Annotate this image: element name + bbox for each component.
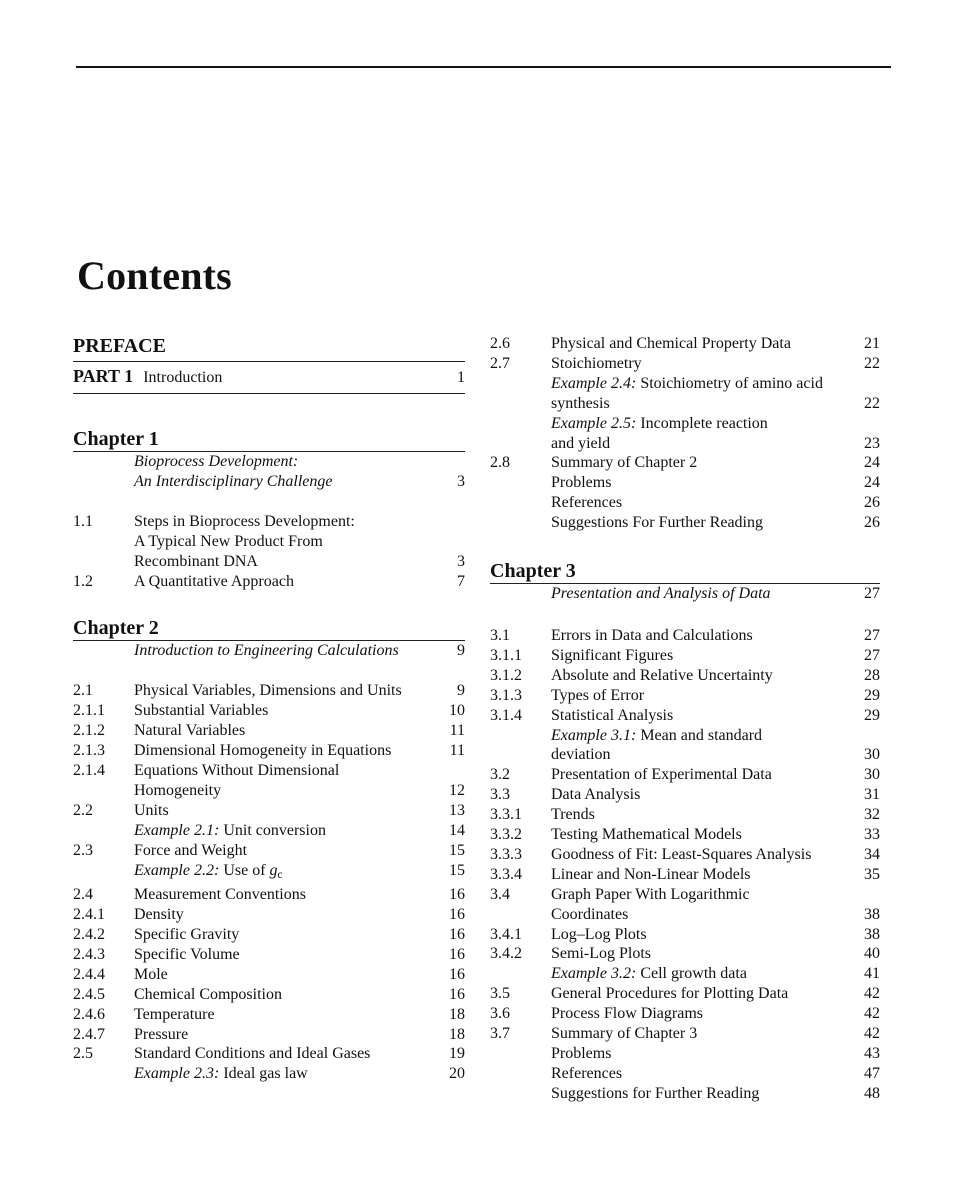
toc-entry [73, 925, 465, 945]
section-title [134, 741, 437, 761]
section-title [551, 1024, 852, 1044]
section-number: 1.1 [73, 512, 93, 530]
page-number: 16 [449, 926, 465, 944]
page-number: 20 [449, 1065, 465, 1083]
section-title [551, 434, 852, 454]
entry-text: References [551, 494, 623, 512]
toc-entry [490, 885, 880, 905]
section-title [551, 1064, 852, 1084]
example-label: Example 3.2: [551, 965, 637, 983]
entry-text: Steps in Bioprocess Development: [134, 512, 355, 530]
entry-text: Trends [551, 806, 595, 824]
page-number: 38 [864, 905, 880, 923]
section-title [134, 532, 437, 552]
entry-text: Linear and Non-Linear Models [551, 865, 751, 883]
part-title: Introduction [143, 369, 223, 386]
subscript: c [277, 868, 283, 881]
section-title [551, 493, 852, 513]
section-title [551, 334, 852, 354]
section-title [134, 681, 437, 701]
section-number: 2.4.6 [73, 1005, 105, 1023]
toc-entry [490, 745, 880, 765]
preface-heading: PREFACE [73, 335, 166, 357]
page-number: 14 [449, 821, 465, 839]
entry-text: Dimensional Homogeneity in Equations [134, 742, 392, 760]
page-number: 19 [449, 1045, 465, 1063]
entry-text: Types of Error [551, 686, 645, 704]
section-title [134, 801, 437, 821]
section-number: 1.2 [73, 572, 93, 590]
entry-text: Specific Volume [134, 945, 240, 963]
section-number: 2.4.4 [73, 965, 105, 983]
entry-text: Force and Weight [134, 841, 248, 859]
section-number: 2.8 [490, 454, 510, 472]
toc-entry [73, 701, 465, 721]
section-title [551, 865, 852, 885]
page-number: 28 [864, 666, 880, 684]
entry-text: Process Flow Diagrams [551, 1005, 703, 1023]
toc-entry [490, 1044, 880, 1064]
page-number: 9 [457, 682, 465, 700]
section-title [134, 701, 437, 721]
toc-entry [490, 984, 880, 1004]
page-number: 18 [449, 1005, 465, 1023]
toc-entry [490, 394, 880, 414]
toc-entry [490, 626, 880, 646]
page-title: Contents [77, 253, 232, 298]
entry-text: Homogeneity [134, 781, 222, 799]
entry-text: References [551, 1064, 623, 1082]
section-number: 2.2 [73, 801, 93, 819]
entry-text: Summary of Chapter 3 [551, 1025, 698, 1043]
section-title [551, 984, 852, 1004]
section-title [134, 721, 437, 741]
section-number: 3.3.3 [490, 845, 522, 863]
page-number: 27 [864, 646, 880, 664]
page-number: 26 [864, 494, 880, 512]
section-title [551, 473, 852, 493]
chapter-2-heading: Chapter 2 [73, 617, 159, 640]
section-title [551, 1004, 852, 1024]
entry-text: Graph Paper With Logarithmic [551, 885, 750, 903]
page-number: 11 [449, 722, 465, 740]
section-title [551, 825, 852, 845]
page-number: 13 [449, 801, 465, 819]
section-number: 3.3 [490, 786, 510, 804]
toc-entry [73, 1064, 465, 1084]
entry-text: Mole [134, 965, 168, 983]
section-title [551, 765, 852, 785]
section-title [134, 945, 437, 965]
section-title [551, 845, 852, 865]
page-number: 27 [864, 626, 880, 644]
entry-text: A Quantitative Approach [134, 572, 294, 590]
page-number: 11 [449, 742, 465, 760]
section-title [551, 666, 852, 686]
toc-entry [490, 905, 880, 925]
section-number: 3.2 [490, 766, 510, 784]
chapter-2-continued-entries [490, 334, 880, 533]
entry-text: Use of [219, 861, 270, 879]
page-number: 16 [449, 906, 465, 924]
toc-entry [73, 1025, 465, 1045]
toc-entry [73, 721, 465, 741]
page-number: 41 [864, 965, 880, 983]
page-number: 40 [864, 945, 880, 963]
toc-entry [73, 512, 465, 532]
entry-text: Measurement Conventions [134, 886, 306, 904]
section-title [134, 512, 437, 532]
page-number: 22 [864, 354, 880, 372]
section-title [134, 1044, 437, 1064]
section-title [551, 626, 852, 646]
page-number: 7 [457, 572, 465, 590]
toc-entry [73, 821, 465, 841]
entry-text: Units [134, 801, 169, 819]
entry-text: Mean and standard [636, 726, 763, 744]
section-number: 3.3.1 [490, 806, 522, 824]
page-number: 35 [864, 865, 880, 883]
page-number: 42 [864, 985, 880, 1003]
entry-text: Suggestions for Further Reading [551, 1084, 760, 1102]
toc-entry [73, 1044, 465, 1064]
chapter-2-subtitle: Introduction to Engineering Calculations 9 [134, 642, 465, 660]
section-title [134, 821, 437, 841]
section-title [134, 841, 437, 861]
entry-text: Density [134, 906, 184, 924]
section-number: 3.1.2 [490, 666, 522, 684]
toc-entry [490, 726, 880, 746]
toc-entry [490, 354, 880, 374]
page-number: 16 [449, 965, 465, 983]
entry-text: Physical Variables, Dimensions and Units [134, 682, 402, 700]
section-number: 3.1 [490, 626, 510, 644]
entry-text: Standard Conditions and Ideal Gases [134, 1045, 371, 1063]
entry-text: Data Analysis [551, 786, 641, 804]
part-label: PART 1 [73, 366, 134, 386]
top-rule [76, 66, 891, 68]
toc-entry [73, 965, 465, 985]
toc-entry [490, 765, 880, 785]
toc-entry [490, 646, 880, 666]
section-title [134, 761, 437, 781]
example-label: Example 2.1: [134, 821, 220, 839]
page-number: 30 [864, 746, 880, 764]
section-title [551, 745, 852, 765]
section-title [551, 944, 852, 964]
entry-text: Significant Figures [551, 646, 674, 664]
entry-text: Suggestions For Further Reading [551, 514, 763, 532]
variable: g [269, 861, 278, 879]
entry-text: Testing Mathematical Models [551, 826, 742, 844]
section-number: 2.4 [73, 886, 93, 904]
entry-text: Log–Log Plots [551, 925, 647, 943]
entry-text: A Typical New Product From [134, 532, 323, 550]
example-label: Example 2.2: [134, 861, 220, 879]
section-title [134, 1005, 437, 1025]
section-number: 3.3.2 [490, 826, 522, 844]
toc-entry [490, 686, 880, 706]
toc-entry [490, 493, 880, 513]
page-number: 33 [864, 826, 880, 844]
section-title [134, 572, 437, 592]
section-number: 3.1.1 [490, 646, 522, 664]
toc-entry [490, 925, 880, 945]
chapter-2-entries [73, 681, 465, 1084]
chapter-3-entries [490, 626, 880, 1104]
section-number: 3.3.4 [490, 865, 522, 883]
section-number: 2.4.7 [73, 1025, 105, 1043]
section-title [551, 726, 852, 746]
section-title [551, 706, 852, 726]
section-title [551, 805, 852, 825]
toc-entry [490, 964, 880, 984]
section-number: 2.1.2 [73, 722, 105, 740]
entry-text: Ideal gas law [219, 1065, 308, 1083]
section-title [551, 374, 852, 394]
chapter-1-subtitle: Bioprocess Development: [134, 453, 299, 470]
part-page: 1 [457, 369, 465, 386]
page-number: 43 [864, 1045, 880, 1062]
chapter-1-subtitle: An Interdisciplinary Challenge 3 [134, 472, 465, 490]
section-number: 2.1.1 [73, 702, 105, 720]
section-title [134, 1064, 437, 1084]
entry-text: Incomplete reaction [636, 414, 768, 432]
toc-entry [73, 861, 465, 886]
entry-text: synthesis [551, 394, 610, 412]
section-title [551, 785, 852, 805]
page-number: 24 [864, 454, 880, 472]
entry-text: Cell growth data [636, 965, 747, 983]
entry-text: Stoichiometry [551, 354, 642, 372]
toc-entry [490, 666, 880, 686]
toc-entry [73, 741, 465, 761]
section-title [551, 394, 852, 414]
section-title [551, 905, 852, 925]
section-number: 2.4.3 [73, 945, 105, 963]
toc-entry [490, 453, 880, 473]
toc-entry [490, 805, 880, 825]
section-number: 3.6 [490, 1005, 510, 1023]
toc-entry [490, 785, 880, 805]
page-number: 32 [864, 806, 880, 824]
section-title [551, 646, 852, 666]
section-title [551, 1044, 852, 1064]
section-number: 3.4.1 [490, 925, 522, 943]
toc-entry [490, 706, 880, 726]
page-number: 34 [864, 845, 880, 863]
section-number: 3.4 [490, 885, 510, 903]
toc-entry [73, 552, 465, 572]
toc-entry [490, 434, 880, 454]
entry-text: Natural Variables [134, 722, 246, 740]
page-number: 30 [864, 766, 880, 784]
section-title [134, 925, 437, 945]
toc-entry [73, 1005, 465, 1025]
section-title [551, 513, 852, 533]
entry-text: Recombinant DNA [134, 552, 258, 570]
section-title [134, 965, 437, 985]
section-title [134, 905, 437, 925]
entry-text: General Procedures for Plotting Data [551, 985, 789, 1003]
toc-entry [73, 885, 465, 905]
section-title [134, 1025, 437, 1045]
entry-text: Pressure [134, 1025, 189, 1043]
section-number: 3.1.4 [490, 706, 522, 724]
section-title [551, 925, 852, 945]
entry-text: Problems [551, 1045, 612, 1062]
toc-entry [490, 1064, 880, 1084]
section-title [551, 686, 852, 706]
chapter-1-entries [73, 512, 465, 592]
section-title [134, 985, 437, 1005]
toc-entry [73, 801, 465, 821]
page-number: 23 [864, 434, 880, 452]
section-title [134, 861, 437, 886]
toc-entry [490, 825, 880, 845]
page-number: 24 [864, 474, 880, 492]
entry-text: and yield [551, 434, 611, 452]
toc-entry [73, 572, 465, 592]
section-number: 2.1.3 [73, 742, 105, 760]
entry-text: Problems [551, 474, 612, 492]
page-number: 22 [864, 394, 880, 412]
section-title [551, 1084, 852, 1104]
chapter-3-subtitle: Presentation and Analysis of Data 27 [551, 585, 880, 603]
entry-text: Summary of Chapter 2 [551, 454, 698, 472]
chapter-1-heading: Chapter 1 [73, 428, 159, 450]
page-number: 29 [864, 686, 880, 704]
entry-text: Temperature [134, 1005, 215, 1023]
entry-text: Statistical Analysis [551, 706, 674, 724]
page-number: 29 [864, 706, 880, 724]
section-number: 2.4.2 [73, 926, 105, 944]
example-label: Example 3.1: [551, 726, 637, 744]
section-title [134, 781, 437, 801]
page-number: 16 [449, 945, 465, 963]
chapter-3-heading: Chapter 3 [490, 560, 576, 583]
section-number: 3.5 [490, 985, 510, 1003]
page-number: 16 [449, 886, 465, 904]
example-label: Example 2.3: [134, 1065, 220, 1083]
page-number: 38 [864, 925, 880, 943]
part-1-row [73, 362, 465, 393]
toc-entry [490, 334, 880, 354]
toc-entry [490, 473, 880, 493]
entry-text: Stoichiometry of amino acid [636, 374, 823, 392]
toc-entry [490, 374, 880, 394]
page-number: 47 [864, 1064, 880, 1082]
entry-text: Chemical Composition [134, 985, 282, 1003]
toc-entry [490, 1004, 880, 1024]
entry-text: deviation [551, 746, 611, 764]
section-number: 2.1.4 [73, 761, 105, 779]
entry-text: Absolute and Relative Uncertainty [551, 666, 773, 684]
toc-entry [73, 532, 465, 552]
entry-text: Physical and Chemical Property Data [551, 335, 791, 352]
page-number: 12 [449, 781, 465, 799]
page-number: 42 [864, 1025, 880, 1043]
page-number: 10 [449, 702, 465, 720]
page-number: 3 [457, 552, 465, 570]
section-title [551, 453, 852, 473]
entry-text: Goodness of Fit: Least-Squares Analysis [551, 845, 812, 863]
page-number: 15 [449, 861, 465, 879]
toc-entry [490, 1084, 880, 1104]
toc-entry [490, 944, 880, 964]
toc-entry [490, 513, 880, 533]
toc-entry [73, 905, 465, 925]
section-title [551, 885, 852, 905]
toc-entry [73, 841, 465, 861]
section-number: 2.4.1 [73, 906, 105, 924]
section-number: 2.4.5 [73, 985, 105, 1003]
page-number: 15 [449, 841, 465, 859]
right-column [490, 334, 880, 1104]
section-title [551, 964, 852, 984]
toc-entry [73, 985, 465, 1005]
page-number: 18 [449, 1025, 465, 1043]
entry-text: Semi-Log Plots [551, 945, 652, 963]
section-number: 2.7 [490, 354, 510, 372]
toc-entry [73, 945, 465, 965]
page-number: 26 [864, 514, 880, 532]
entry-text: Unit conversion [219, 821, 326, 839]
toc-entry [73, 781, 465, 801]
page-number: 31 [864, 786, 880, 804]
entry-text: Coordinates [551, 905, 629, 923]
page-number: 21 [864, 335, 880, 352]
entry-text: Specific Gravity [134, 926, 240, 944]
section-title [551, 354, 852, 374]
example-label: Example 2.5: [551, 414, 637, 432]
entry-text: Substantial Variables [134, 702, 269, 720]
section-number: 2.6 [490, 335, 510, 352]
left-column [73, 334, 465, 1084]
toc-entry [490, 845, 880, 865]
toc-entry [490, 865, 880, 885]
section-number: 3.4.2 [490, 945, 522, 963]
section-number: 2.5 [73, 1045, 93, 1063]
section-title [134, 552, 437, 572]
example-label: Example 2.4: [551, 374, 637, 392]
page-number: 16 [449, 985, 465, 1003]
toc-entry [490, 414, 880, 434]
page-number: 48 [864, 1084, 880, 1102]
entry-text: Presentation of Experimental Data [551, 766, 772, 784]
toc-entry [73, 681, 465, 701]
toc-entry [73, 761, 465, 781]
entry-text: Equations Without Dimensional [134, 761, 340, 779]
entry-text: Errors in Data and Calculations [551, 626, 753, 644]
section-number: 2.3 [73, 841, 93, 859]
toc-entry [490, 1024, 880, 1044]
section-title [134, 885, 437, 905]
section-number: 3.1.3 [490, 686, 522, 704]
section-number: 2.1 [73, 682, 93, 700]
section-number: 3.7 [490, 1025, 510, 1043]
page-number: 42 [864, 1005, 880, 1023]
section-title [551, 414, 852, 434]
